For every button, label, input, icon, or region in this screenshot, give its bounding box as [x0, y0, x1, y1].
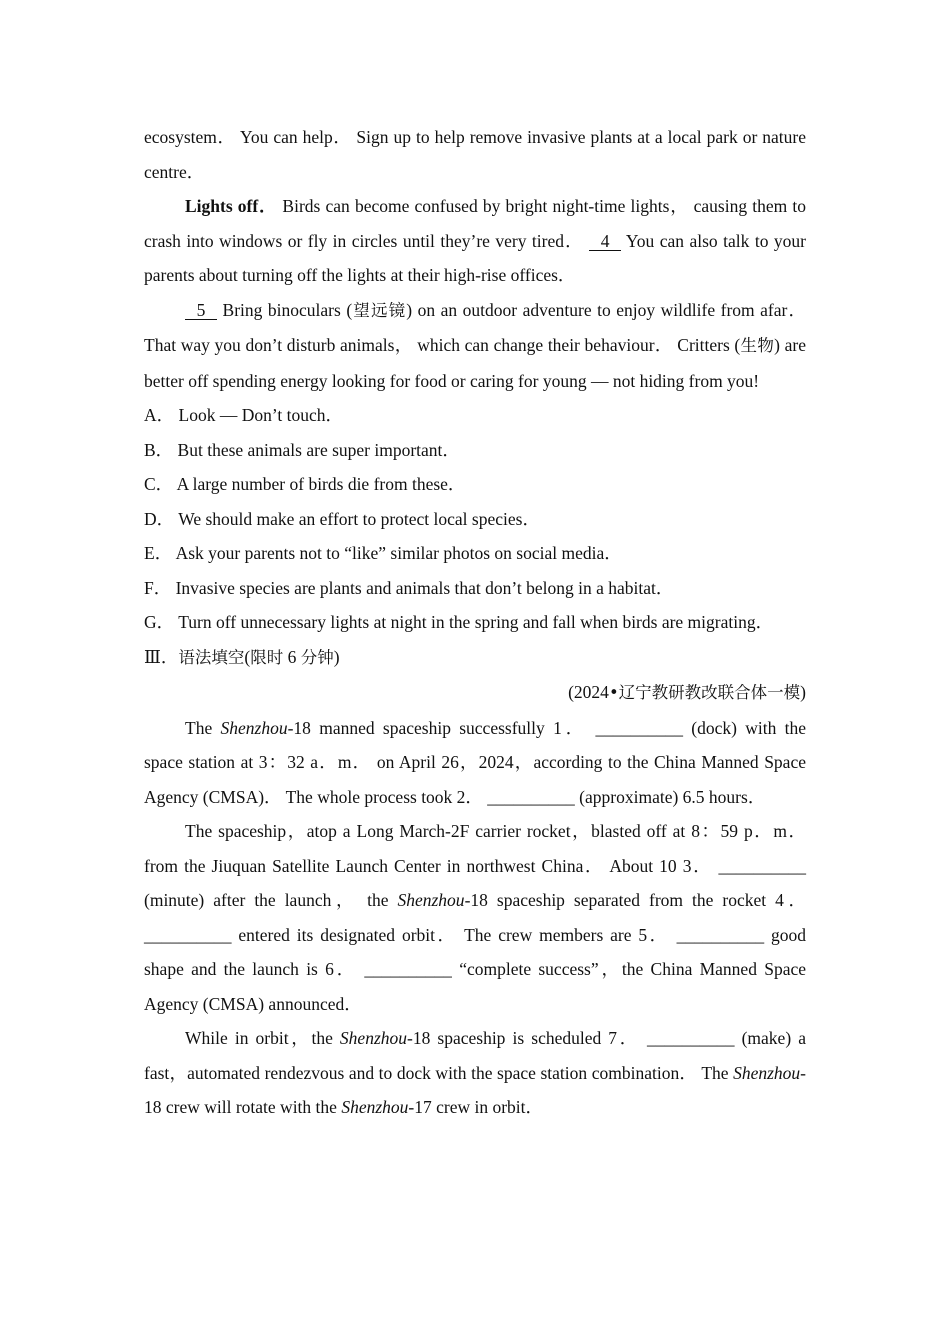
time-limit: 限时: [250, 647, 284, 667]
ship-name: Shenzhou: [339, 1028, 407, 1048]
source-name: •辽宁教研教改联合体一模: [608, 683, 801, 702]
answer-blank-5: 5: [185, 301, 217, 320]
grammar-paragraph-2: [144, 814, 806, 1021]
grammar-paragraph-3: [144, 1021, 806, 1125]
text: The: [185, 717, 221, 738]
section-number: Ⅲ．: [144, 646, 179, 667]
ship-name: Shenzhou: [733, 1062, 801, 1083]
heading-lights-off: Lights off．: [185, 196, 278, 216]
text: ): [333, 646, 340, 667]
time-limit-unit: 分钟: [300, 647, 334, 667]
text: Bring binoculars (: [217, 299, 353, 320]
paragraph-binoculars: [144, 293, 806, 399]
option-a: A． Look — Don’t touch．: [144, 405, 343, 425]
time-limit-number: 6: [283, 646, 301, 667]
option-c: C． A large number of birds die from these．: [144, 474, 466, 494]
text: -18 spaceship is scheduled 7． __________ (make) a fast，automated rendezvous and to dock with the space station combination． The: [144, 1028, 806, 1083]
text: While in orbit，the: [185, 1028, 340, 1048]
option-d: D． We should make an effort to protect local species．: [144, 508, 540, 529]
text: -17 crew in orbit．: [408, 1097, 544, 1117]
text: (2024: [568, 682, 609, 702]
text: (: [244, 646, 251, 667]
text: ): [800, 682, 806, 702]
section-title: 语法填空: [178, 647, 245, 667]
grammar-paragraph-1: [144, 711, 806, 815]
text: -18 manned spaceship successfully 1． __________ (dock) with the space station at 3：32 a．m． on April 26，2024，according to the China Manned Space Agency (CMSA)． The whole process took 2． __________ (approximate) 6.5 hours．: [144, 717, 806, 807]
section-heading: [144, 640, 806, 676]
ship-name: Shenzhou: [341, 1097, 409, 1117]
ship-name: Shenzhou: [397, 890, 465, 910]
paragraph-lights-off: [144, 189, 806, 293]
page-content: [144, 120, 806, 1125]
text: ecosystem． You can help． Sign up to help remove invasive plants at a local park or nature centre．: [144, 127, 806, 182]
cjk-gloss: 望远镜: [352, 300, 407, 320]
cjk-gloss: 生物: [740, 336, 775, 355]
text: -18 spaceship separated from the rocket 4． __________ entered its designated orbit． The crew members are 5． __________ good shape and the launch is 6． __________ “complete success”，the China Manned Space Agency (CMSA) announced．: [144, 890, 806, 1014]
ship-name: Shenzhou: [220, 717, 288, 738]
text: You can also talk to your parents about turning off the lights at their high-rise offices．: [144, 230, 806, 285]
text: The spaceship，atop a Long March-2F carrier rocket，blasted off at 8：59 p．m． from the Jiuquan Satellite Launch Center in northwest China． About 10 3． __________ (minute) after the launch， the: [144, 821, 806, 910]
text: -18 crew will rotate with the: [144, 1062, 806, 1117]
answer-blank-4: 4: [589, 232, 621, 251]
text: ) on an outdoor adventure to enjoy wildlife from afar． That way you don’t disturb animals， which can change their behaviour． Critters (: [144, 299, 807, 355]
option-e: E． Ask your parents not to “like” similar photos on social media．: [144, 543, 622, 563]
option-f: F． Invasive species are plants and animals that don’t belong in a habitat．: [144, 577, 674, 598]
source-citation: [144, 675, 806, 711]
text: Birds can become confused by bright night-time lights， causing them to crash into windows or fly in circles until they’re very tired．: [144, 196, 806, 251]
option-b: B． But these animals are super important．: [144, 439, 460, 460]
text: ) are better off spending energy looking for food or caring for young — not hiding from you!: [144, 335, 806, 391]
option-g: G． Turn off unnecessary lights at night in the spring and fall when birds are migrating．: [144, 612, 774, 632]
paragraph-ecosystem: [144, 120, 806, 189]
